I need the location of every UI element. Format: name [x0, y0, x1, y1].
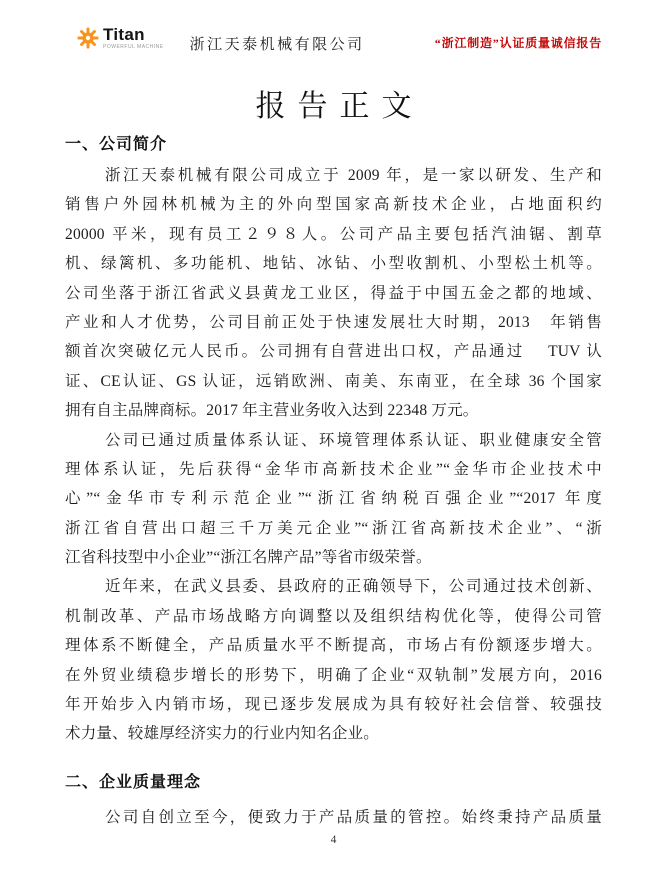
paragraph-line: 机、绿篱机、多功能机、地钻、冰钻、小型收割机、小型松土机等。 — [65, 255, 602, 273]
paragraph-line: 公司坐落于浙江省武义县黄龙工业区，得益于中国五金之都的地域、 — [65, 284, 602, 302]
paragraph-line: 证、CE认证、GS 认证，远销欧洲、南美、东南亚，在全球 36 个国家 — [65, 372, 602, 390]
company-logo — [77, 26, 164, 50]
paragraph-line: 心”“金华市专利示范企业”“浙江省纳税百强企业”“2017 年度 — [65, 490, 602, 508]
logo-text — [103, 26, 164, 50]
report-type-label: “浙江制造”认证质量诚信报告 — [434, 35, 602, 50]
paragraph-line: 年开始步入内销市场，现已逐步发展成为具有较好社会信誉、较强技 — [65, 696, 602, 714]
paragraph — [65, 161, 602, 426]
paragraph — [65, 572, 602, 748]
paragraph-line: 20000 平米，现有员工２９８人。公司产品主要包括汽油锯、割草 — [65, 225, 602, 243]
paragraph-line: 销售户外园林机械为主的外向型国家高新技术企业，占地面积约 — [65, 196, 602, 214]
paragraph — [65, 426, 602, 573]
brand-tagline: POWERFUL MACHINE — [103, 44, 164, 50]
page — [65, 0, 602, 832]
section-heading: 二、企业质量理念 — [65, 773, 202, 791]
paragraph-line: 额首次突破亿元人民币。公司拥有自营进出口权，产品通过 TUV 认 — [65, 343, 602, 361]
brand-name: Titan — [103, 25, 145, 44]
section-heading: 一、公司简介 — [65, 136, 168, 153]
paragraph — [65, 803, 602, 832]
paragraph-line: 理体系不断健全，产品质量水平不断提高，市场占有份额逐步增大。 — [65, 637, 602, 655]
company-name: 浙江天泰机械有限公司 — [189, 36, 365, 53]
paragraph-line: 术力量、较雄厚经济实力的行业内知名企业。 — [65, 725, 380, 743]
paragraph-line: 浙江天泰机械有限公司成立于 2009 年，是一家以研发、生产和 — [105, 167, 602, 184]
page-header — [65, 0, 602, 56]
paragraph-line: 机制改革、产品市场战略方向调整以及组织结构优化等，使得公司管 — [65, 607, 602, 625]
paragraph-line: 近年来，在武义县委、县政府的正确领导下，公司通过技术创新、 — [105, 578, 602, 596]
paragraph-line: 公司自创立至今，便致力于产品质量的管控。始终秉持产品质量 — [105, 808, 602, 826]
paragraph-line: 公司已通过质量体系认证、环境管理体系认证、职业健康安全管 — [105, 431, 602, 449]
document-body — [65, 134, 602, 832]
paragraph-line: 在外贸业绩稳步增长的形势下，明确了企业“双轨制”发展方向，2016 — [65, 666, 602, 684]
page-number: 4 — [330, 834, 337, 846]
page-title: 报告正文 — [255, 90, 424, 123]
paragraph-line: 产业和人才优势，公司目前正处于快速发展壮大时期，2013 年销售 — [65, 313, 602, 331]
paragraph-line: 浙江省自营出口超三千万美元企业”“浙江省高新技术企业”、“浙 — [65, 519, 602, 537]
gear-icon — [77, 27, 99, 49]
paragraph-line: 江省科技型中小企业”“浙江名牌产品”等省市级荣誉。 — [65, 549, 432, 567]
paragraph-line: 拥有自主品牌商标。2017 年主营业务收入达到 22348 万元。 — [65, 402, 479, 420]
paragraph-line: 理体系认证，先后获得“金华市高新技术企业”“金华市企业技术中 — [65, 460, 602, 478]
